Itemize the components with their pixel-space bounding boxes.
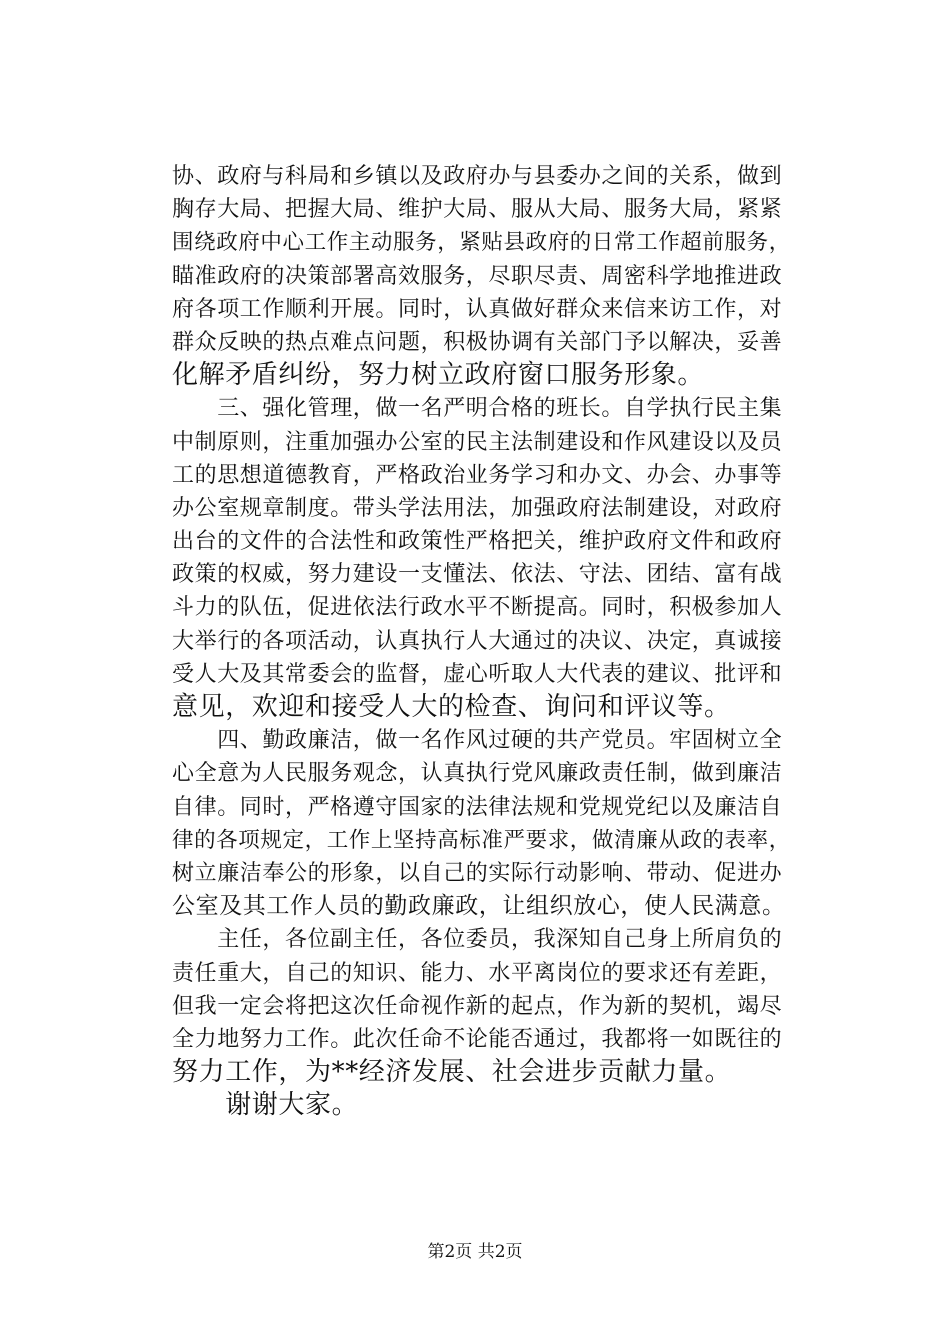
document-body — [172, 160, 792, 1122]
text-line: 意见，欢迎和接受人大的检查、询问和评议等。 — [172, 692, 731, 722]
text-line: 心全意为人民服务观念，认真执行党风廉政责任制，做到廉洁 — [172, 761, 783, 787]
text-line: 协、政府与科局和乡镇以及政府办与县委办之间的关系，做到 — [172, 164, 783, 189]
text-line: 群众反映的热点难点问题，积极协调有关部门予以解决，妥善 — [172, 329, 783, 355]
text-line: 努力工作，为**经济发展、社会进步贡献力量。 — [172, 1057, 732, 1088]
text-line: 自律。同时，严格遵守国家的法律法规和党规党纪以及廉洁自 — [172, 794, 783, 820]
text-line: 四、勤政廉洁，做一名作风过硬的共产党员。牢固树立全 — [172, 728, 783, 754]
text-line: 主任，各位副主任，各位委员，我深知自己身上所肩负的 — [172, 927, 783, 953]
text-line: 瞄准政府的决策部署高效服务，尽职尽责、周密科学地推进政 — [172, 263, 783, 289]
text-line: 中制原则，注重加强办公室的民主法制建设和作风建设以及员 — [172, 429, 783, 455]
text-line: 办公室规章制度。带头学法用法，加强政府法制建设，对政府 — [172, 495, 783, 521]
text-line: 工的思想道德教育，严格政治业务学习和办文、办会、办事等 — [172, 462, 783, 488]
text-line: 责任重大，自己的知识、能力、水平离岗位的要求还有差距， — [172, 960, 783, 986]
text-line: 化解矛盾纠纷，努力树立政府窗口服务形象。 — [172, 360, 705, 391]
text-line: 政策的权威，努力建设一支懂法、依法、守法、团结、富有战 — [172, 562, 783, 588]
text-line: 围绕政府中心工作主动服务，紧贴县政府的日常工作超前服务， — [172, 230, 791, 256]
text-line: 树立廉洁奉公的形象，以自己的实际行动影响、带动、促进办 — [172, 860, 783, 886]
text-line: 胸存大局、把握大局、维护大局、服从大局、服务大局，紧紧 — [172, 197, 783, 223]
text-line: 斗力的队伍，促进依法行政水平不断提高。同时，积极参加人 — [172, 595, 783, 621]
text-line: 谢谢大家。 — [172, 1090, 359, 1121]
text-line: 律的各项规定，工作上坚持高标准严要求，做清廉从政的表率， — [172, 827, 791, 853]
page-number: 第2页 共2页 — [427, 1242, 523, 1262]
text-line: 但我一定会将把这次任命视作新的起点，作为新的契机，竭尽 — [172, 993, 783, 1019]
text-line: 公室及其工作人员的勤政廉政，让组织放心，使人民满意。 — [172, 893, 786, 920]
page-footer — [0, 1240, 950, 1264]
text-line: 出台的文件的合法性和政策性严格把关，维护政府文件和政府 — [172, 529, 783, 555]
text-line: 全力地努力工作。此次任命不论能否通过，我都将一如既往的 — [172, 1026, 783, 1052]
text-line: 三、强化管理，做一名严明合格的班长。自学执行民主集 — [172, 396, 783, 422]
text-line: 受人大及其常委会的监督，虚心听取人大代表的建议、批评和 — [172, 661, 783, 687]
text-line: 府各项工作顺利开展。同时，认真做好群众来信来访工作，对 — [172, 296, 783, 322]
text-line: 大举行的各项活动，认真执行人大通过的决议、决定，真诚接 — [172, 628, 783, 654]
